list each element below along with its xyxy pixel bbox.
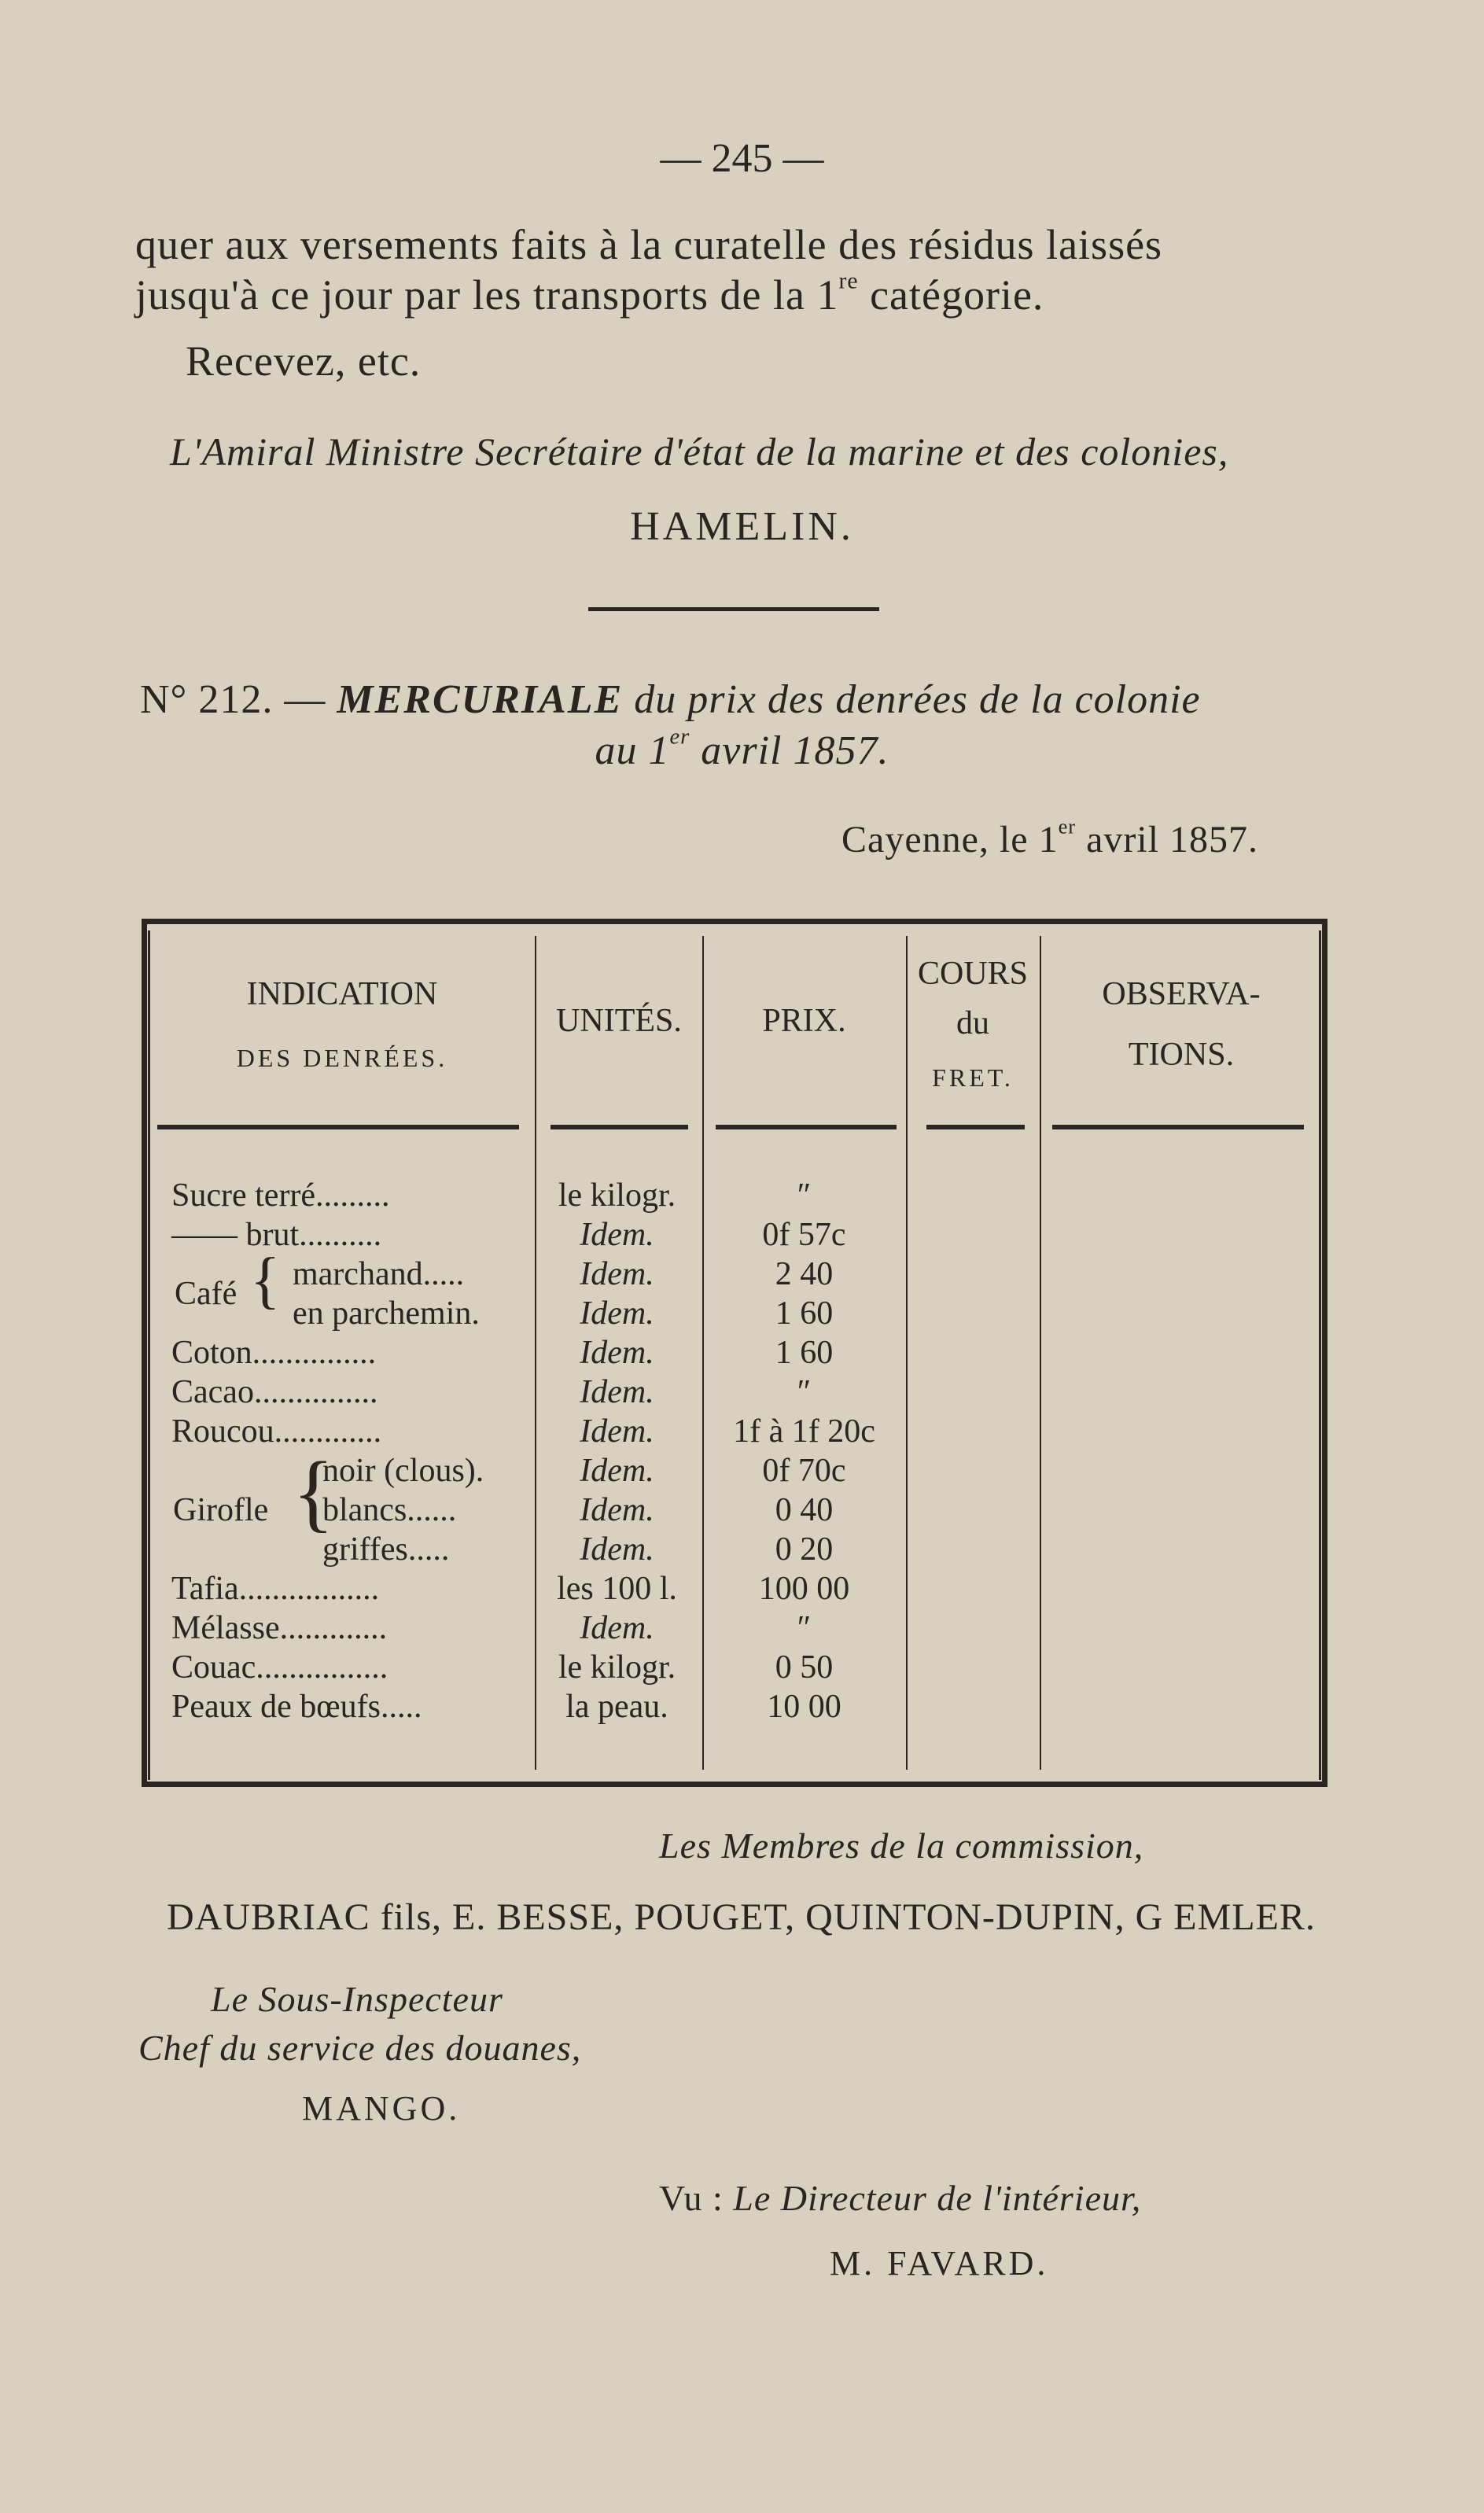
table-cell-unite: les 100 l. <box>557 1571 677 1607</box>
signature-title: L'Amiral Ministre Secrétaire d'état de la marine et des colonies, <box>170 429 1229 473</box>
table-cell-prix: ″ <box>797 1374 812 1410</box>
table-cell-unite: le kilogr. <box>558 1649 676 1686</box>
table-cell-unite: Idem. <box>580 1256 654 1292</box>
table-cell-denree: griffes..... <box>322 1531 450 1568</box>
director-title: Le Directeur de l'intérieur, <box>733 2178 1142 2218</box>
table-cell-prix: 100 00 <box>758 1571 850 1607</box>
table-cell-prix: 0 40 <box>775 1492 834 1528</box>
table-cell-prix: 0f 57c <box>762 1217 846 1253</box>
table-cell-prix: 10 00 <box>767 1689 841 1725</box>
column-divider <box>906 936 908 1770</box>
inspector-name: MANGO. <box>302 2089 461 2128</box>
brace-girofle: { <box>293 1444 334 1540</box>
header-unites: UNITÉS. <box>556 1003 682 1039</box>
header-observations-2: TIONS. <box>1128 1037 1235 1073</box>
table-cell-unite: Idem. <box>580 1217 654 1253</box>
heading-number: N° 212. <box>140 677 274 722</box>
separator-rule <box>588 607 879 611</box>
closing-text: Recevez, etc. <box>186 337 422 385</box>
table-cell-prix: ″ <box>797 1610 812 1646</box>
table-cell-prix: 0 50 <box>775 1649 834 1686</box>
header-observations: OBSERVA- <box>1102 976 1261 1012</box>
commission-label: Les Membres de la commission, <box>659 1826 1144 1866</box>
header-fret: FRET. <box>932 1063 1014 1092</box>
header-rule <box>716 1125 897 1129</box>
table-cell-prix: 1f à 1f 20c <box>733 1413 875 1450</box>
table-cell-unite: Idem. <box>580 1492 654 1528</box>
signature-name: HAMELIN. <box>630 504 854 549</box>
inspector-title-1: Le Sous-Inspecteur <box>211 1979 503 2019</box>
header-indication: INDICATION <box>246 976 438 1012</box>
table-cell-unite: Idem. <box>580 1295 654 1332</box>
table-cell-unite: le kilogr. <box>558 1177 676 1214</box>
table-cell-prix: 1 60 <box>775 1335 834 1371</box>
vu-label <box>659 2177 1141 2219</box>
header-rule <box>1052 1125 1304 1129</box>
table-cell-unite: Idem. <box>580 1335 654 1371</box>
table-cell-prix: 0f 70c <box>762 1453 846 1489</box>
table-cell-denree: blancs...... <box>322 1492 457 1528</box>
table-cell-denree: Coton............... <box>171 1335 377 1371</box>
table-cell-denree: Roucou............. <box>171 1413 382 1450</box>
header-prix: PRIX. <box>762 1003 846 1039</box>
brace-cafe: { <box>250 1246 281 1315</box>
header-cours-du: du <box>956 1005 989 1041</box>
table-cell-unite: Idem. <box>580 1374 654 1410</box>
commission-names: DAUBRIAC fils, E. BESSE, POUGET, QUINTON-DUPIN, G EMLER. <box>167 1896 1316 1938</box>
header-indication-sub: DES DENRÉES. <box>236 1044 448 1072</box>
header-rule <box>926 1125 1025 1129</box>
body-line-2: jusqu'à ce jour par les transports de la 1re catégorie. <box>135 268 1044 319</box>
table-cell-denree: Peaux de bœufs..... <box>171 1689 422 1725</box>
table-cell-prix: 0 20 <box>775 1531 834 1568</box>
table-group-girofle: Girofle <box>173 1492 269 1528</box>
table-cell-denree: noir (clous). <box>322 1453 484 1489</box>
table-cell-unite: Idem. <box>580 1413 654 1450</box>
table-cell-prix: 2 40 <box>775 1256 834 1292</box>
inspector-title-2: Chef du service des douanes, <box>138 2028 582 2068</box>
date-line: Cayenne, le 1er avril 1857. <box>841 814 1259 860</box>
table-cell-denree: Tafia................. <box>171 1571 380 1607</box>
heading-dash: — <box>284 677 326 722</box>
table-cell-denree: Couac................ <box>171 1649 388 1686</box>
table-group-cafe: Café <box>175 1276 238 1312</box>
table-cell-unite: Idem. <box>580 1531 654 1568</box>
heading-title: MERCURIALE <box>337 677 624 722</box>
table-cell-unite: Idem. <box>580 1610 654 1646</box>
vu-text: Vu : <box>659 2178 724 2218</box>
table-cell-denree: Mélasse............. <box>171 1610 388 1646</box>
heading-line-2: au 1er avril 1857. <box>595 724 889 773</box>
header-cours: COURS <box>917 956 1029 992</box>
header-rule <box>157 1125 519 1129</box>
table-cell-denree: Cacao............... <box>171 1374 378 1410</box>
header-rule <box>551 1125 688 1129</box>
body-line-1: quer aux versements faits à la curatelle des résidus laissés <box>135 221 1163 268</box>
heading-title-rest: du prix des denrées de la colonie <box>634 677 1201 722</box>
table-cell-denree: Sucre terré......... <box>171 1177 390 1214</box>
table-cell-unite: la peau. <box>565 1689 668 1725</box>
director-name: M. FAVARD. <box>830 2244 1049 2283</box>
table-cell-denree: —— brut.......... <box>171 1217 382 1253</box>
heading-line-1 <box>140 676 1201 723</box>
table-cell-denree: en parchemin. <box>293 1295 480 1332</box>
table-cell-unite: Idem. <box>580 1453 654 1489</box>
table-cell-prix: 1 60 <box>775 1295 834 1332</box>
table-cell-denree: marchand..... <box>293 1256 465 1292</box>
table-cell-prix: ″ <box>797 1177 812 1214</box>
page-number: — 245 — <box>660 136 824 181</box>
